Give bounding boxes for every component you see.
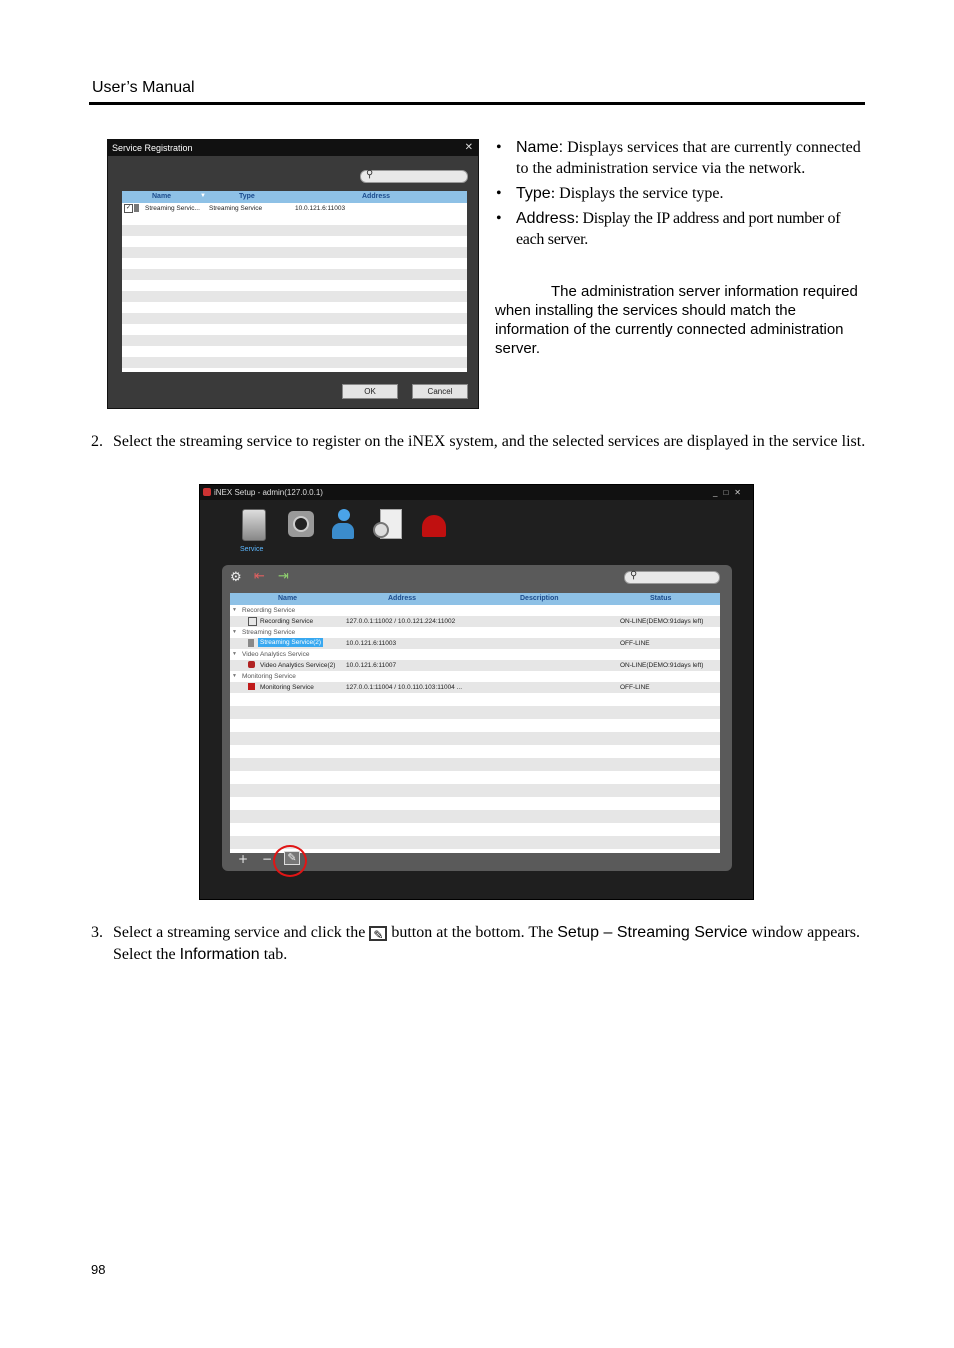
table-row [122, 302, 467, 313]
item-address: 10.0.121.6:11003 [346, 640, 397, 647]
term-name: Name: [516, 139, 564, 156]
table-row [230, 810, 720, 823]
server-icon [134, 204, 139, 212]
edit-icon[interactable]: ✎ [284, 851, 300, 865]
chevron-down-icon[interactable]: ▼ [232, 673, 237, 679]
row-name: Streaming Servic... [145, 205, 200, 212]
window-titlebar [200, 485, 753, 500]
table-row [230, 732, 720, 745]
term-address: Address [516, 210, 575, 227]
dialog-titlebar [108, 140, 478, 156]
item-name: Video Analytics Service(2) [260, 662, 336, 669]
logout-icon[interactable]: ⇤ [254, 569, 265, 584]
inex-setup-window [199, 484, 754, 900]
step-text: Select the streaming service to register on the iNEX system, and the selected services are displayed in the service list. [113, 433, 866, 450]
column-status[interactable]: Status [650, 595, 672, 602]
term-type: Type [516, 185, 551, 202]
table-row [122, 247, 467, 258]
table-row [230, 784, 720, 797]
step-3 [91, 922, 866, 966]
service-icon[interactable] [242, 509, 268, 541]
column-name[interactable]: Name [152, 193, 172, 200]
table-row[interactable] [230, 682, 720, 693]
table-row [122, 258, 467, 269]
camera-icon[interactable] [288, 511, 314, 543]
table-row [230, 693, 720, 706]
remove-button[interactable]: − [262, 852, 273, 866]
table-row [230, 797, 720, 810]
window-name: Setup – Streaming Service [557, 924, 748, 941]
table-row [230, 719, 720, 732]
table-row[interactable] [230, 638, 720, 649]
step-text-part: window appears. Select the [113, 924, 860, 963]
table-header [230, 593, 720, 605]
bullet-icon: • [496, 210, 502, 227]
list-item [496, 208, 866, 250]
service-list [230, 593, 720, 853]
search-input[interactable] [360, 170, 468, 183]
dialog-title: Service Registration [112, 143, 193, 153]
table-row [122, 280, 467, 291]
table-row [122, 346, 467, 357]
video-analytics-icon [248, 661, 255, 668]
table-header [122, 191, 467, 203]
search-icon: ⚲ [366, 169, 374, 180]
window-controls[interactable]: _□✕ [713, 488, 747, 497]
column-address[interactable]: Address [388, 595, 417, 602]
app-icon [203, 488, 211, 496]
checkbox-icon[interactable]: ✓ [125, 205, 132, 211]
group-label: Streaming Service [242, 629, 296, 636]
step-text [113, 922, 866, 966]
search-icon: ⚲ [630, 570, 638, 581]
group-row[interactable] [230, 627, 720, 638]
table-row [122, 324, 467, 335]
table-row [230, 836, 720, 849]
service-panel [222, 565, 732, 871]
user-icon[interactable] [332, 509, 358, 541]
note-body: The administration server information required when installing the services should match the information of the currently connected administration server. [495, 283, 858, 357]
item-address: 10.0.121.6:11007 [346, 662, 397, 669]
list-item [496, 183, 866, 204]
item-name: Recording Service [260, 618, 314, 625]
group-label: Video Analytics Service [242, 651, 310, 658]
item-name: Streaming Service(2) [260, 639, 322, 646]
group-label: Monitoring Service [242, 673, 296, 680]
item-name: Monitoring Service [260, 684, 314, 691]
group-row[interactable] [230, 649, 720, 660]
row-type: Streaming Service [209, 205, 263, 212]
table-row [122, 269, 467, 280]
table-row [122, 225, 467, 236]
cancel-button[interactable]: Cancel [412, 384, 468, 399]
step-number: 2. [91, 433, 103, 450]
list-item [496, 137, 866, 179]
step-number: 3. [91, 924, 103, 941]
field-description-list [496, 137, 866, 254]
table-row [230, 771, 720, 784]
bullet-icon: • [496, 139, 502, 156]
ok-button[interactable]: OK [342, 384, 398, 399]
table-row[interactable] [230, 660, 720, 671]
row-address: 10.0.121.6:11003 [295, 205, 346, 212]
chevron-down-icon[interactable]: ▼ [232, 607, 237, 613]
bullet-icon: • [496, 185, 502, 202]
table-row [122, 357, 467, 368]
settings-icon[interactable]: ⚙ [230, 570, 242, 585]
schedule-icon[interactable] [374, 509, 400, 541]
close-icon[interactable]: ✕ [464, 142, 473, 153]
recording-service-icon [248, 617, 257, 626]
header-title: User’s Manual [92, 79, 195, 96]
step-2 [91, 431, 866, 453]
column-address[interactable]: Address [362, 193, 391, 200]
login-icon[interactable]: ⇥ [278, 569, 289, 584]
chevron-down-icon[interactable]: ▼ [232, 629, 237, 635]
term-description: Displays services that are currently connected to the administration service via the network. [516, 139, 861, 177]
group-row[interactable] [230, 671, 720, 682]
column-type[interactable]: Type [239, 193, 255, 200]
term-description: : Displays the service type. [550, 185, 724, 202]
item-status: OFF-LINE [620, 640, 650, 647]
header-rule [89, 102, 865, 105]
table-row[interactable] [122, 203, 467, 214]
tab-name: Information [179, 946, 260, 963]
table-row [230, 758, 720, 771]
note-text [495, 282, 865, 358]
table-row [122, 236, 467, 247]
item-status: OFF-LINE [620, 684, 650, 691]
table-row[interactable] [230, 616, 720, 627]
table-row [122, 313, 467, 324]
item-status: ON-LINE(DEMO:91days left) [620, 618, 704, 625]
item-address: 127.0.0.1:11002 / 10.0.121.224:11002 [346, 618, 456, 625]
service-tab-label[interactable]: Service [240, 546, 264, 553]
page-number: 98 [91, 1262, 106, 1277]
add-button[interactable]: + [238, 852, 249, 866]
table-row [230, 823, 720, 836]
group-row[interactable] [230, 605, 720, 616]
step-text-part: Select a streaming service and click the [113, 924, 370, 941]
step-text-part: button at the bottom. The [387, 924, 558, 941]
edit-icon: ✎ [369, 926, 387, 941]
step-text-part: tab. [259, 946, 288, 963]
table-row [230, 706, 720, 719]
table-row [122, 335, 467, 346]
group-label: Recording Service [242, 607, 296, 614]
term-description: : Display the IP address and port number of each server. [516, 210, 841, 248]
sort-icon: ▼ [200, 193, 206, 199]
monitoring-service-icon [248, 683, 255, 690]
table-row [230, 745, 720, 758]
item-status: ON-LINE(DEMO:91days left) [620, 662, 704, 669]
item-address: 127.0.0.1:11004 / 10.0.110.103:11004 ... [346, 684, 463, 691]
service-registration-dialog [107, 139, 479, 409]
window-title: iNEX Setup - admin(127.0.0.1) [214, 488, 323, 497]
column-name[interactable]: Name [278, 595, 298, 602]
service-table [122, 191, 467, 372]
streaming-service-icon [248, 639, 254, 647]
table-row [122, 214, 467, 225]
column-description[interactable]: Description [520, 595, 559, 602]
alarm-icon[interactable] [422, 509, 448, 541]
search-input[interactable] [624, 571, 720, 584]
chevron-down-icon[interactable]: ▼ [232, 651, 237, 657]
table-row [122, 291, 467, 302]
highlight-circle [273, 845, 307, 877]
